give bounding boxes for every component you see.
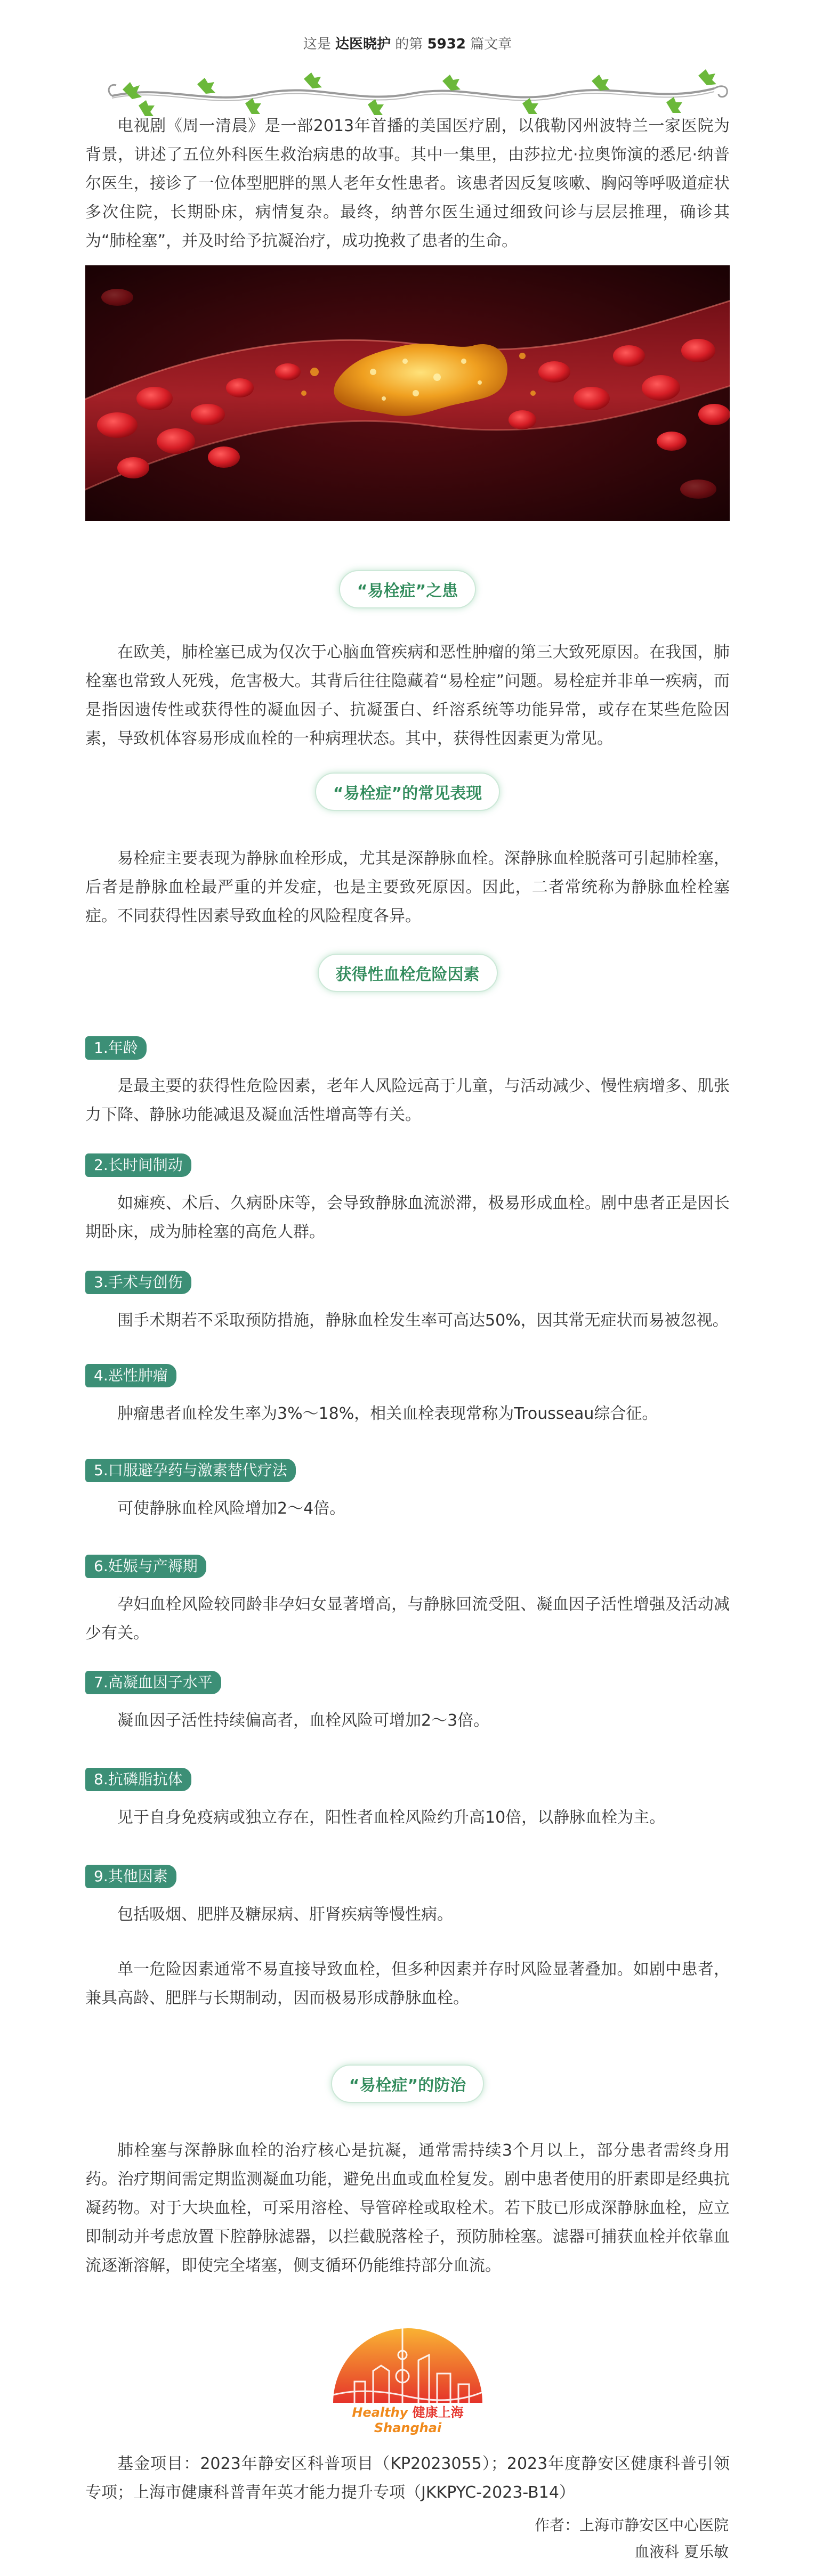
factor-label-7: 7.高凝血因子水平 (85, 1671, 221, 1694)
article-number: 5932 (427, 36, 466, 52)
blood-vessel-clot-image (85, 265, 730, 521)
factor-text-9: 包括吸烟、肥胖及糖尿病、肝肾疾病等慢性病。 (117, 1905, 453, 1924)
logo-text (322, 2402, 493, 2435)
factor-label-4: 4.恶性肿瘤 (85, 1364, 176, 1387)
factor-text-6: 孕妇血栓风险较同龄非孕妇女显著增高，与静脉回流受阻、凝血因子活性增强及活动减少有关。 (85, 1595, 730, 1643)
factor-text-7: 凝血因子活性持续偏高者，血栓风险可增加2～3倍。 (117, 1711, 490, 1730)
section-title-2 (0, 773, 815, 811)
factor-label-1: 1.年龄 (85, 1036, 147, 1060)
article-counter-line (0, 33, 815, 53)
factor-label-3: 3.手术与创伤 (85, 1271, 191, 1294)
counter-middle: 的第 (391, 36, 427, 52)
section-title-4-text: “易栓症”的防治 (331, 2065, 484, 2103)
logo-text-cn: 健康上海 (412, 2405, 464, 2420)
logo-text-shanghai: Shanghai (374, 2420, 442, 2435)
section-title-2-text: “易栓症”的常见表现 (315, 773, 500, 811)
section-title-3 (0, 954, 815, 992)
factor-label-6: 6.妊娠与产褥期 (85, 1555, 206, 1578)
section-title-1-text: “易栓症”之患 (339, 570, 476, 608)
section-2-paragraph: 易栓症主要表现为静脉血栓形成，尤其是深静脉血栓。深静脉血栓脱落可引起肺栓塞，后者是静脉血栓最严重的并发症，也是主要致死原因。因此，二者常统称为静脉血栓栓塞症。不同获得性因素导致血栓的风险程度各异。 (85, 849, 730, 925)
section-title-4 (0, 2065, 815, 2103)
counter-suffix: 篇文章 (465, 36, 512, 52)
section-1-paragraph: 在欧美，肺栓塞已成为仅次于心脑血管疾病和恶性肿瘤的第三大致死原因。在我国，肺栓塞也常致人死残，危害极大。其背后往往隐藏着“易栓症”问题。易栓症并非单一疾病，而是指因遗传性或获得性的凝血因子、抗凝蛋白、纤溶系统等功能异常，或存在某些危险因素，导致机体容易形成血栓的一种病理状态。其中，获得性因素更为常见。 (85, 643, 730, 748)
factor-text-3: 围手术期若不采取预防措施，静脉血栓发生率可高达50%，因其常无症状而易被忽视。 (117, 1311, 729, 1330)
section-title-1 (0, 570, 815, 608)
factor-text-8: 见于自身免疫病或独立存在，阳性者血栓风险约升高10倍，以静脉血栓为主。 (117, 1808, 666, 1827)
author-affiliation: 作者：上海市静安区中心医院 (534, 2516, 729, 2534)
section-4-paragraph: 肺栓塞与深静脉血栓的治疗核心是抗凝，通常需持续3个月以上，部分患者需终身用药。治疗期间需定期监测凝血功能，避免出血或血栓复发。剧中患者使用的肝素即是经典抗凝药物。对于大块血栓，可采用溶栓、导管碎栓或取栓术。若下肢已形成深静脉血栓，应立即制动并考虑放置下腔静脉滤器，以拦截脱落栓子，预防肺栓塞。滤器可捕获血栓并依靠血流逐渐溶解，即使完全堵塞，侧支循环仍能维持部分血流。 (85, 2141, 730, 2275)
factor-label-5: 5.口服避孕药与激素替代疗法 (85, 1459, 296, 1482)
intro-paragraph: 电视剧《周一清晨》是一部2013年首播的美国医疗剧，以俄勒冈州波特兰一家医院为背景，讲述了五位外科医生救治病患的故事。其中一集里，由莎拉尤·拉奥饰演的悉尼·纳普尔医生，接诊了一位体型肥胖的黑人老年女性患者。该患者因反复咳嗽、胸闷等呼吸道症状多次住院，长期卧床，病情复杂。最终，纳普尔医生通过细致问诊与层层推理，确诊其为“肺栓塞”，并及时给予抗凝治疗，成功挽救了患者的生命。 (85, 117, 730, 250)
brand-name: 达医晓护 (335, 36, 391, 52)
counter-prefix: 这是 (303, 36, 336, 52)
author-department-name: 血液科 夏乐敏 (634, 2543, 729, 2561)
factor-text-1: 是最主要的获得性危险因素，老年人风险远高于儿童，与活动减少、慢性病增多、肌张力下降、静脉功能减退及凝血活性增高等有关。 (85, 1077, 730, 1124)
vine-divider-icon (101, 63, 741, 116)
healthy-shanghai-logo (322, 2307, 493, 2435)
summary-paragraph: 单一危险因素通常不易直接导致血栓，但多种因素并存时风险显著叠加。如剧中患者，兼具高龄、肥胖与长期制动，因而极易形成静脉血栓。 (85, 1960, 730, 2008)
factor-label-2: 2.长时间制动 (85, 1153, 191, 1177)
factor-label-9: 9.其他因素 (85, 1865, 176, 1888)
logo-text-healthy: Healthy (352, 2405, 408, 2420)
section-title-3-text: 获得性血栓危险因素 (318, 954, 498, 992)
factor-label-8: 8.抗磷脂抗体 (85, 1768, 191, 1791)
factor-text-4: 肿瘤患者血栓发生率为3%～18%，相关血栓表现常称为Trousseau综合征。 (117, 1404, 658, 1423)
factor-text-2: 如瘫痪、术后、久病卧床等，会导致静脉血流淤滞，极易形成血栓。剧中患者正是因长期卧床，成为肺栓塞的高危人群。 (85, 1194, 730, 1241)
factor-text-5: 可使静脉血栓风险增加2～4倍。 (117, 1499, 346, 1518)
funding-note: 基金项目：2023年静安区科普项目（KP2023055）；2023年度静安区健康科普引领专项；上海市健康科普青年英才能力提升专项（JKKPYC-2023-B14） (85, 2455, 730, 2502)
